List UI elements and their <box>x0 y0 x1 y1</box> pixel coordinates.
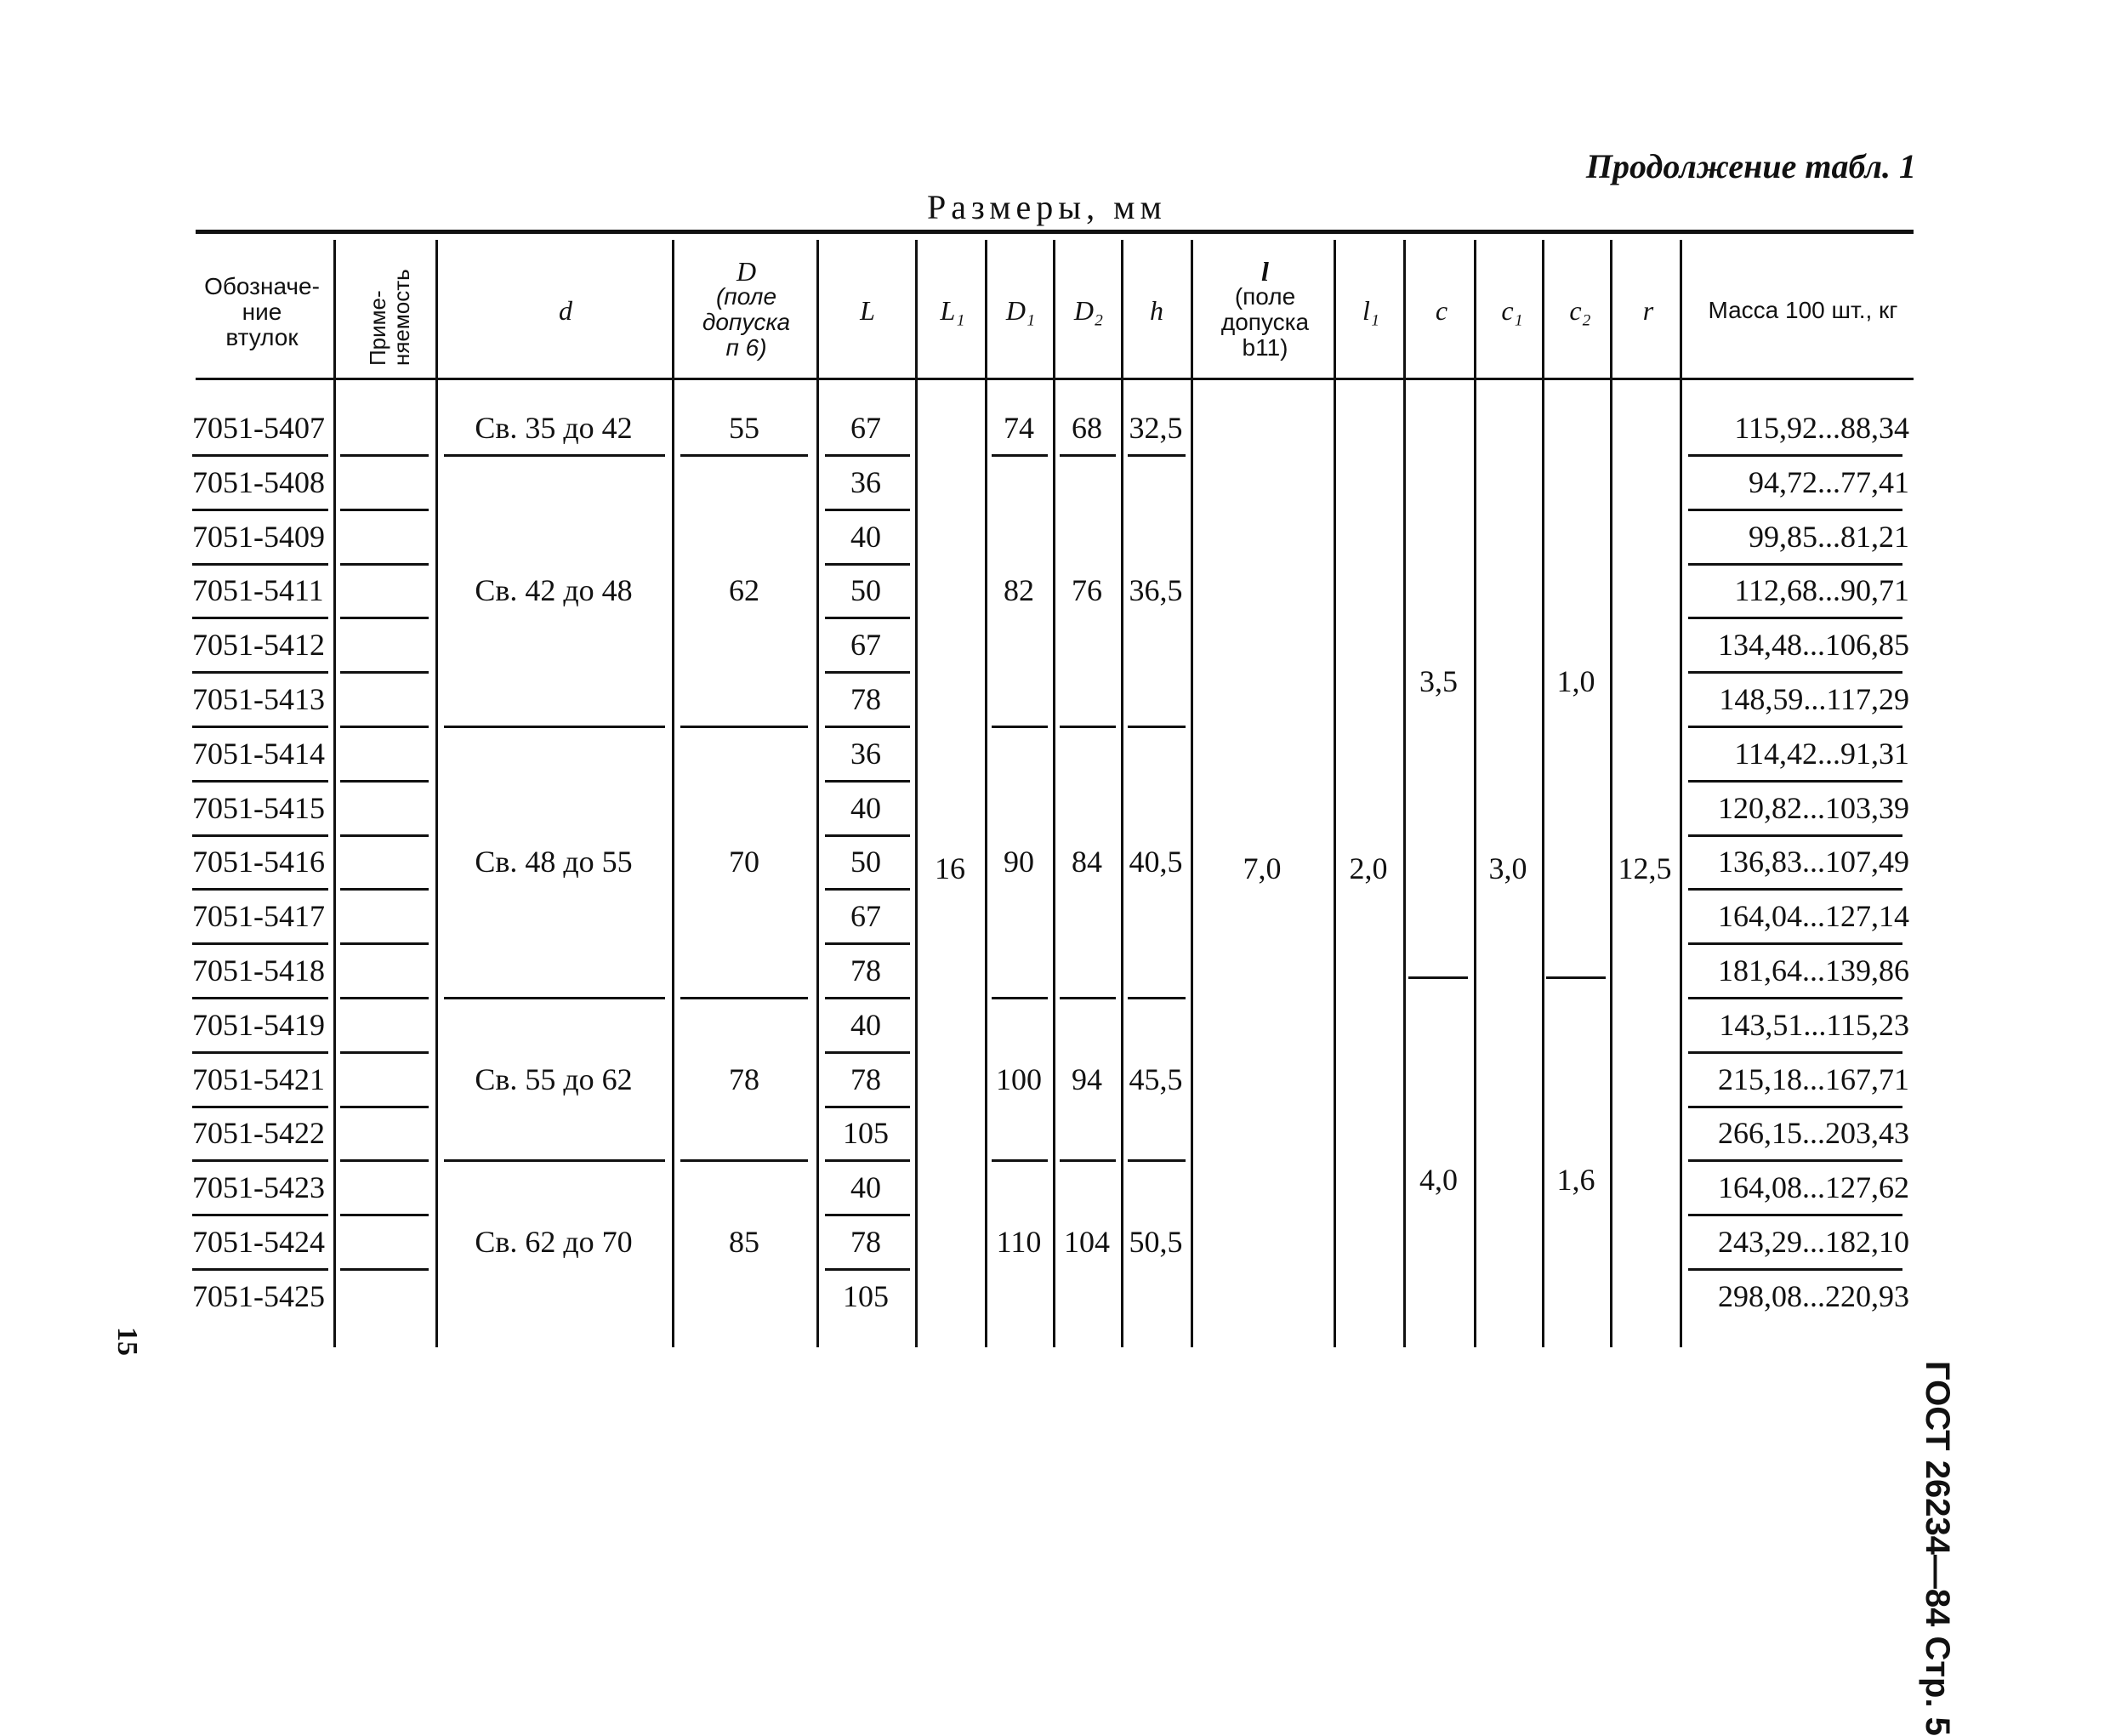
row-rule <box>1688 780 1902 783</box>
row-designation: 7051-5423 <box>192 1170 325 1205</box>
header-l: l <box>1261 256 1269 287</box>
cell-d: Св. 48 до 55 <box>475 845 633 879</box>
row-rule <box>340 780 429 783</box>
cell-h: 45,5 <box>1129 1062 1183 1096</box>
group-rule <box>1128 1159 1186 1162</box>
group-rule <box>680 454 808 457</box>
row-rule <box>1688 509 1902 511</box>
row-rule <box>1688 997 1902 999</box>
row-designation: 7051-5421 <box>192 1062 325 1096</box>
row-rule <box>192 1268 328 1271</box>
row-rule <box>192 617 328 619</box>
group-rule <box>1128 454 1186 457</box>
group-rule <box>680 1159 808 1162</box>
cell-c2: 1,0 <box>1556 664 1595 698</box>
group-rule <box>1060 1159 1116 1162</box>
row-rule <box>825 1268 910 1271</box>
cell-h: 50,5 <box>1129 1225 1183 1259</box>
cell-D2: 84 <box>1072 845 1102 879</box>
cell-L: 40 <box>850 790 881 825</box>
row-rule <box>825 563 910 566</box>
row-rule <box>1688 888 1902 891</box>
cell-L: 67 <box>850 628 881 663</box>
row-rule <box>825 617 910 619</box>
col-line <box>672 240 674 1347</box>
cell-D1: 100 <box>996 1062 1042 1096</box>
cell-L: 40 <box>850 1007 881 1042</box>
header-c1: c₁ <box>1501 295 1523 326</box>
row-rule <box>340 1051 429 1054</box>
group-rule <box>1060 997 1116 999</box>
cell-L: 50 <box>850 573 881 608</box>
header-d: d <box>559 295 572 326</box>
row-rule <box>825 509 910 511</box>
group-rule <box>444 726 665 728</box>
group-rule <box>992 1159 1048 1162</box>
col-line <box>1334 240 1336 1347</box>
row-rule <box>192 1214 328 1216</box>
cell-L: 105 <box>843 1278 889 1313</box>
col-line <box>1121 240 1123 1347</box>
row-designation: 7051-5415 <box>192 790 325 825</box>
col-line <box>915 240 918 1347</box>
row-rule <box>1688 834 1902 837</box>
header-l-note: (поле допуска b11) <box>1220 283 1310 361</box>
row-rule <box>825 454 910 457</box>
row-rule <box>1688 1106 1902 1108</box>
row-designation: 7051-5416 <box>192 845 325 879</box>
table-top-rule <box>196 230 1914 234</box>
cell-h: 40,5 <box>1129 845 1183 879</box>
col-line <box>985 240 987 1347</box>
row-rule <box>340 1106 429 1108</box>
cell-mass: 134,48...106,85 <box>1718 628 1909 663</box>
group-rule <box>992 454 1048 457</box>
row-rule <box>340 454 429 457</box>
cell-d: Св. 35 до 42 <box>475 411 633 445</box>
row-rule <box>340 997 429 999</box>
cell-c: 3,5 <box>1419 664 1458 698</box>
row-rule <box>192 563 328 566</box>
row-designation: 7051-5413 <box>192 682 325 716</box>
cell-D1: 82 <box>1004 573 1034 608</box>
row-designation: 7051-5417 <box>192 899 325 934</box>
cell-h: 36,5 <box>1129 573 1183 608</box>
cell-D: 78 <box>729 1062 759 1096</box>
row-designation: 7051-5424 <box>192 1225 325 1259</box>
group-rule <box>680 997 808 999</box>
cell-L: 40 <box>850 519 881 554</box>
cell-mass: 181,64...139,86 <box>1718 953 1909 988</box>
header-l1: l₁ <box>1362 295 1379 326</box>
col-line <box>1053 240 1055 1347</box>
cell-L: 105 <box>843 1116 889 1151</box>
row-rule <box>825 1051 910 1054</box>
header-c: c <box>1435 295 1448 326</box>
cell-mass: 243,29...182,10 <box>1718 1225 1909 1259</box>
row-designation: 7051-5419 <box>192 1007 325 1042</box>
row-rule <box>192 454 328 457</box>
row-rule <box>192 834 328 837</box>
cell-L: 67 <box>850 899 881 934</box>
cell-D1: 74 <box>1004 411 1034 445</box>
row-rule <box>340 1268 429 1271</box>
row-designation: 7051-5425 <box>192 1278 325 1313</box>
cell-l: 7,0 <box>1243 851 1282 885</box>
row-rule <box>1688 942 1902 945</box>
cell-D2: 76 <box>1072 573 1102 608</box>
col-line <box>1610 240 1612 1347</box>
row-rule <box>192 780 328 783</box>
row-rule <box>192 942 328 945</box>
row-rule <box>340 563 429 566</box>
cell-mass: 298,08...220,93 <box>1718 1278 1909 1313</box>
page-number: 15 <box>111 1327 143 1356</box>
row-rule <box>1688 1214 1902 1216</box>
group-rule <box>444 1159 665 1162</box>
header-D-note: (поле допуска п 6) <box>702 283 791 361</box>
row-rule <box>825 1159 910 1162</box>
row-rule <box>1688 1159 1902 1162</box>
col-line <box>435 240 438 1347</box>
cell-mass: 164,04...127,14 <box>1718 899 1909 934</box>
cell-h: 32,5 <box>1129 411 1183 445</box>
row-rule <box>825 726 910 728</box>
col-line <box>1191 240 1193 1347</box>
header-r: r <box>1642 295 1654 326</box>
row-designation: 7051-5418 <box>192 953 325 988</box>
group-rule <box>1128 997 1186 999</box>
group-rule <box>1128 726 1186 728</box>
row-designation: 7051-5412 <box>192 628 325 663</box>
cell-c1: 3,0 <box>1488 851 1527 885</box>
group-rule <box>1060 726 1116 728</box>
row-rule <box>192 509 328 511</box>
cell-D: 62 <box>729 573 759 608</box>
cell-mass: 143,51...115,23 <box>1719 1007 1909 1042</box>
row-rule <box>1688 617 1902 619</box>
cell-L: 67 <box>850 411 881 445</box>
cell-mass: 215,18...167,71 <box>1718 1062 1909 1096</box>
cell-mass: 266,15...203,43 <box>1718 1116 1909 1151</box>
group-rule <box>1546 976 1606 979</box>
group-rule <box>680 726 808 728</box>
row-rule <box>1688 454 1902 457</box>
cell-L: 78 <box>850 682 881 716</box>
cell-d: Св. 62 до 70 <box>475 1225 633 1259</box>
cell-D2: 68 <box>1072 411 1102 445</box>
cell-mass: 112,68...90,71 <box>1734 573 1909 608</box>
row-rule <box>192 1106 328 1108</box>
cell-r: 12,5 <box>1618 851 1672 885</box>
header-L: L <box>860 295 875 326</box>
cell-L: 78 <box>850 1225 881 1259</box>
row-rule <box>1688 726 1902 728</box>
header-D1: D₁ <box>1005 295 1036 326</box>
row-rule <box>825 1214 910 1216</box>
row-rule <box>192 888 328 891</box>
cell-d: Св. 42 до 48 <box>475 573 633 608</box>
group-rule <box>1060 454 1116 457</box>
row-designation: 7051-5407 <box>192 411 325 445</box>
row-rule <box>340 888 429 891</box>
row-rule <box>192 726 328 728</box>
cell-D: 55 <box>729 411 759 445</box>
row-rule <box>340 942 429 945</box>
row-rule <box>1688 1051 1902 1054</box>
header-L1: L₁ <box>940 295 965 326</box>
units-label: Размеры, мм <box>927 188 1167 226</box>
row-designation: 7051-5422 <box>192 1116 325 1151</box>
cell-c2: 1,6 <box>1556 1163 1595 1197</box>
row-rule <box>192 1051 328 1054</box>
row-rule <box>192 997 328 999</box>
cell-mass: 120,82...103,39 <box>1718 790 1909 825</box>
cell-c: 4,0 <box>1419 1163 1458 1197</box>
group-rule <box>444 454 665 457</box>
row-rule <box>340 671 429 674</box>
cell-L: 40 <box>850 1170 881 1205</box>
cell-d: Св. 55 до 62 <box>475 1062 633 1096</box>
row-rule <box>825 671 910 674</box>
row-designation: 7051-5409 <box>192 519 325 554</box>
group-rule <box>1408 976 1468 979</box>
row-rule <box>825 780 910 783</box>
row-rule <box>825 888 910 891</box>
header-mass: Масса 100 шт., кг <box>1708 297 1898 323</box>
header-D2: D₂ <box>1073 295 1104 326</box>
row-designation: 7051-5408 <box>192 464 325 499</box>
header-h: h <box>1150 295 1163 326</box>
row-rule <box>340 509 429 511</box>
row-designation: 7051-5414 <box>192 736 325 771</box>
group-rule <box>992 726 1048 728</box>
cell-L: 78 <box>850 953 881 988</box>
cell-D1: 110 <box>996 1225 1042 1259</box>
cell-D: 70 <box>729 845 759 879</box>
cell-L: 78 <box>850 1062 881 1096</box>
header-c2: c₂ <box>1569 295 1591 326</box>
row-rule <box>1688 1268 1902 1271</box>
row-rule <box>340 726 429 728</box>
row-rule <box>192 671 328 674</box>
cell-l1: 2,0 <box>1349 851 1388 885</box>
header-applicability: Приме- няемость <box>365 269 414 366</box>
row-rule <box>825 834 910 837</box>
side-label: ГОСТ 26234—84 Стр. 5 <box>1919 1361 1956 1736</box>
col-line <box>1680 240 1682 1347</box>
cell-mass: 115,92...88,34 <box>1734 411 1909 445</box>
cell-D2: 104 <box>1064 1225 1110 1259</box>
col-line <box>333 240 336 1347</box>
row-rule <box>1688 563 1902 566</box>
cell-mass: 148,59...117,29 <box>1719 682 1909 716</box>
group-rule <box>992 997 1048 999</box>
cell-mass: 94,72...77,41 <box>1749 464 1909 499</box>
row-rule <box>340 1159 429 1162</box>
table-caption: Продолжение табл. 1 <box>1585 147 1916 185</box>
row-designation: 7051-5411 <box>192 573 324 608</box>
cell-L: 50 <box>850 845 881 879</box>
cell-mass: 114,42...91,31 <box>1734 736 1909 771</box>
cell-L: 36 <box>850 736 881 771</box>
col-line <box>1474 240 1476 1347</box>
row-rule <box>340 1214 429 1216</box>
row-rule <box>192 1159 328 1162</box>
cell-mass: 164,08...127,62 <box>1718 1170 1909 1205</box>
cell-L: 36 <box>850 464 881 499</box>
cell-D1: 90 <box>1004 845 1034 879</box>
cell-L1: 16 <box>935 851 965 885</box>
row-rule <box>340 617 429 619</box>
header-designation: Обозначе- ние втулок <box>204 273 320 350</box>
row-rule <box>825 1106 910 1108</box>
cell-mass: 99,85...81,21 <box>1749 519 1909 554</box>
cell-mass: 136,83...107,49 <box>1718 845 1909 879</box>
header-D: D <box>736 256 757 287</box>
row-rule <box>340 834 429 837</box>
row-rule <box>1688 671 1902 674</box>
row-rule <box>825 942 910 945</box>
row-rule <box>825 997 910 999</box>
cell-D: 85 <box>729 1225 759 1259</box>
cell-D2: 94 <box>1072 1062 1102 1096</box>
group-rule <box>444 997 665 999</box>
